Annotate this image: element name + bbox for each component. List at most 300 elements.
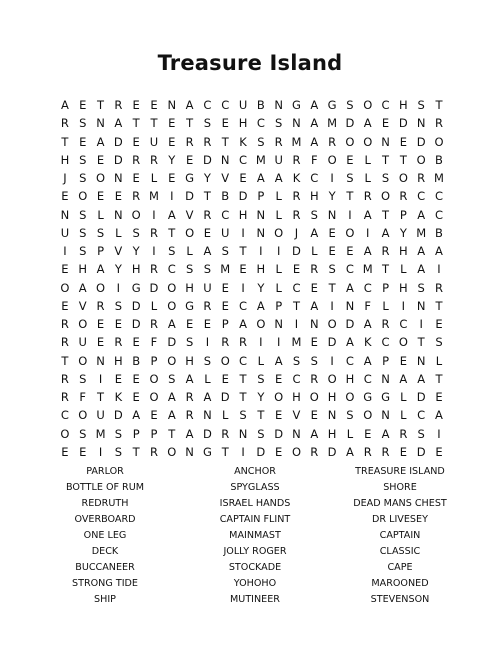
word-list-item: TREASURE ISLAND [355, 466, 445, 477]
grid-letter: O [363, 408, 373, 423]
grid-letter: R [114, 335, 123, 350]
word-list [30, 464, 470, 608]
grid-letter: E [150, 408, 158, 423]
grid-letter: R [381, 317, 390, 332]
grid-letter: S [417, 280, 425, 295]
grid-letter: M [95, 426, 106, 441]
grid-row [56, 206, 448, 224]
grid-letter: N [416, 353, 426, 368]
grid-letter: O [327, 317, 337, 332]
grid-letter: E [79, 134, 87, 149]
grid-letter: M [327, 116, 338, 131]
grid-letter: R [434, 116, 443, 131]
word-list-item: STRONG TIDE [72, 578, 138, 589]
grid-letter: S [168, 244, 176, 259]
grid-row [56, 224, 448, 242]
grid-letter: S [417, 426, 425, 441]
grid-letter: R [132, 189, 141, 204]
grid-letter: P [221, 317, 229, 332]
grid-letter: O [309, 390, 319, 405]
grid-letter: H [292, 390, 301, 405]
grid-letter: C [345, 262, 354, 277]
grid-letter: O [416, 152, 426, 167]
grid-letter: D [185, 189, 195, 204]
grid-letter: E [168, 171, 176, 186]
grid-letter: B [221, 189, 230, 204]
grid-letter: E [399, 134, 407, 149]
grid-letter: C [221, 207, 230, 222]
grid-letter: H [131, 262, 141, 277]
grid-letter: P [150, 353, 158, 368]
grid-letter: A [203, 244, 212, 259]
grid-letter: L [382, 298, 389, 313]
grid-letter: N [381, 408, 390, 423]
grid-letter: U [203, 280, 212, 295]
grid-letter: U [96, 408, 105, 423]
grid-letter: D [345, 116, 355, 131]
grid-letter: K [239, 134, 247, 149]
grid-letter: H [327, 426, 337, 441]
grid-letter: S [257, 371, 265, 386]
grid-letter: A [345, 280, 354, 295]
grid-row [56, 370, 448, 388]
grid-letter: O [363, 98, 373, 113]
grid-row [56, 315, 448, 333]
grid-letter: G [131, 280, 141, 295]
grid-letter: R [60, 390, 69, 405]
grid-letter: G [363, 390, 373, 405]
grid-letter: R [203, 207, 212, 222]
grid-letter: L [311, 244, 318, 259]
grid-letter: L [400, 408, 407, 423]
grid-letter: I [259, 335, 263, 350]
grid-letter: P [132, 426, 140, 441]
grid-letter: R [417, 171, 426, 186]
grid-letter: N [114, 207, 123, 222]
grid-letter: L [400, 262, 407, 277]
grid-letter: L [257, 353, 265, 368]
grid-letter: A [363, 317, 372, 332]
grid-letter: M [416, 225, 427, 240]
grid-row [56, 443, 448, 461]
grid-letter: A [417, 262, 426, 277]
word-list-item: CAPTAIN FLINT [219, 514, 291, 525]
grid-letter: D [416, 134, 426, 149]
grid-letter: E [114, 189, 122, 204]
grid-letter: Y [168, 152, 176, 167]
grid-letter: D [113, 134, 123, 149]
grid-letter: N [292, 116, 301, 131]
grid-letter: I [63, 244, 67, 259]
grid-letter: H [399, 98, 408, 113]
grid-letter: A [345, 444, 354, 459]
grid-letter: A [96, 134, 105, 149]
grid-letter: O [60, 280, 70, 295]
grid-letter: L [364, 171, 371, 186]
grid-letter: F [150, 335, 158, 350]
grid-letter: D [149, 280, 159, 295]
grid-letter: S [275, 116, 283, 131]
grid-letter: E [150, 98, 158, 113]
word-list-item: CAPTAIN [379, 530, 421, 541]
grid-letter: O [363, 134, 373, 149]
word-list-item: ONE LEG [83, 530, 127, 541]
grid-letter: K [114, 390, 123, 405]
grid-letter: O [96, 171, 106, 186]
grid-letter: F [364, 298, 372, 313]
grid-letter: I [294, 317, 299, 332]
grid-letter: R [292, 189, 301, 204]
grid-letter: N [309, 317, 319, 332]
grid-letter: O [96, 280, 106, 295]
grid-letter: Y [203, 171, 211, 186]
grid-letter: R [381, 244, 390, 259]
grid-row [56, 114, 448, 132]
grid-letter: T [186, 116, 194, 131]
grid-letter: E [399, 444, 407, 459]
grid-letter: H [185, 280, 194, 295]
grid-letter: N [256, 207, 266, 222]
grid-row [56, 297, 448, 315]
grid-letter: A [167, 390, 176, 405]
grid-letter: D [327, 444, 337, 459]
grid-letter: R [60, 335, 69, 350]
grid-letter: E [203, 225, 212, 240]
grid-letter: A [78, 280, 87, 295]
grid-letter: E [221, 371, 229, 386]
grid-letter: T [346, 189, 354, 204]
grid-letter: S [114, 426, 122, 441]
grid-letter: A [310, 426, 319, 441]
grid-letter: S [310, 353, 318, 368]
grid-letter: C [221, 98, 230, 113]
word-list-item: CLASSIC [379, 546, 421, 557]
grid-letter: Y [399, 225, 407, 240]
grid-letter: A [363, 207, 372, 222]
grid-letter: Y [328, 189, 336, 204]
grid-letter: I [276, 335, 281, 350]
grid-letter: S [185, 262, 194, 277]
grid-letter: A [310, 298, 319, 313]
grid-letter: I [241, 225, 245, 240]
grid-letter: H [399, 280, 408, 295]
grid-letter: O [78, 189, 88, 204]
grid-row [56, 425, 448, 443]
grid-letter: N [327, 207, 337, 222]
grid-letter: P [150, 426, 158, 441]
grid-letter: S [79, 207, 87, 222]
grid-letter: L [364, 152, 371, 167]
grid-letter: A [310, 134, 319, 149]
grid-letter: R [399, 426, 408, 441]
grid-letter: T [132, 444, 140, 459]
grid-letter: G [202, 444, 212, 459]
grid-row [56, 133, 448, 151]
grid-letter: L [435, 353, 443, 368]
grid-letter: R [96, 298, 105, 313]
grid-letter: H [399, 244, 408, 259]
grid-letter: A [381, 225, 390, 240]
grid-letter: B [435, 152, 443, 167]
grid-letter: N [185, 444, 194, 459]
grid-letter: E [168, 116, 176, 131]
grid-letter: S [381, 171, 390, 186]
grid-letter: D [274, 426, 284, 441]
grid-letter: E [292, 262, 301, 277]
grid-letter: R [149, 317, 158, 332]
grid-letter: E [221, 116, 229, 131]
grid-letter: N [381, 371, 390, 386]
grid-letter: D [327, 335, 337, 350]
grid-letter: E [185, 317, 194, 332]
word-list-item: STEVENSON [370, 594, 430, 605]
grid-letter: M [220, 262, 231, 277]
grid-letter: H [345, 371, 355, 386]
grid-letter: C [60, 408, 69, 423]
grid-letter: I [205, 335, 210, 350]
grid-letter: A [132, 408, 141, 423]
grid-letter: F [79, 390, 87, 405]
grid-letter: A [435, 244, 443, 259]
grid-letter: A [435, 408, 443, 423]
word-list-item: ISRAEL HANDS [219, 498, 291, 509]
grid-letter: T [292, 298, 300, 313]
grid-letter: H [78, 262, 88, 277]
grid-letter: N [416, 298, 426, 313]
grid-row [56, 187, 448, 205]
grid-letter: A [363, 353, 372, 368]
word-list-item: SHIP [94, 594, 116, 605]
grid-letter: S [203, 353, 212, 368]
grid-letter: D [113, 408, 123, 423]
grid-letter: R [239, 335, 248, 350]
grid-letter: N [416, 116, 426, 131]
grid-letter: O [185, 225, 195, 240]
grid-row [56, 151, 448, 169]
grid-letter: T [221, 444, 229, 459]
grid-letter: A [310, 116, 319, 131]
grid-letter: I [401, 298, 406, 313]
grid-letter: E [275, 371, 283, 386]
grid-letter: S [132, 225, 140, 240]
grid-letter: A [417, 371, 426, 386]
grid-letter: N [381, 134, 390, 149]
grid-letter: S [292, 353, 301, 368]
word-list-item: MAINMAST [229, 530, 281, 541]
grid-letter: O [291, 444, 301, 459]
word-list-item: BOTTLE OF RUM [65, 482, 145, 493]
grid-letter: O [327, 371, 337, 386]
grid-letter: E [132, 390, 140, 405]
grid-letter: A [167, 207, 176, 222]
word-list-item: DEAD MANS CHEST [353, 498, 447, 509]
word-list-item: SPYGLASS [230, 482, 280, 493]
grid-letter: C [345, 353, 354, 368]
grid-letter: T [257, 408, 265, 423]
grid-letter: H [238, 116, 248, 131]
grid-letter: R [60, 116, 69, 131]
grid-letter: I [152, 207, 156, 222]
grid-letter: O [345, 134, 355, 149]
grid-letter: S [435, 335, 443, 350]
grid-letter: A [345, 335, 354, 350]
grid-letter: T [239, 371, 247, 386]
grid-letter: S [79, 225, 87, 240]
grid-letter: A [310, 98, 319, 113]
grid-letter: I [348, 207, 352, 222]
grid-letter: O [398, 335, 408, 350]
word-list-item: REDRUTH [81, 498, 129, 509]
grid-letter: E [61, 298, 69, 313]
grid-letter: C [292, 371, 301, 386]
grid-letter: T [61, 134, 69, 149]
grid-letter: S [185, 335, 194, 350]
grid-letter: C [417, 408, 426, 423]
grid-letter: H [309, 189, 319, 204]
word-list-item: BUCCANEER [75, 562, 135, 573]
grid-letter: N [256, 225, 266, 240]
grid-letter: R [132, 152, 141, 167]
word-list-item: SHORE [383, 482, 417, 493]
grid-letter: I [366, 225, 370, 240]
grid-letter: U [274, 152, 283, 167]
grid-letter: R [363, 189, 372, 204]
grid-letter: I [330, 171, 334, 186]
grid-letter: C [434, 189, 443, 204]
grid-letter: P [382, 353, 389, 368]
grid-letter: M [362, 262, 373, 277]
grid-letter: C [363, 371, 372, 386]
grid-row [56, 242, 448, 260]
grid-letter: R [310, 371, 319, 386]
grid-letter: D [238, 189, 248, 204]
grid-letter: T [239, 244, 247, 259]
grid-letter: H [256, 262, 266, 277]
grid-letter: D [416, 444, 426, 459]
grid-letter: I [437, 262, 441, 277]
grid-letter: T [382, 152, 390, 167]
grid-letter: R [185, 408, 194, 423]
grid-letter: T [168, 225, 176, 240]
grid-letter: E [132, 371, 140, 386]
grid-letter: C [167, 262, 176, 277]
grid-letter: R [310, 444, 319, 459]
grid-letter: C [381, 335, 390, 350]
grid-letter: R [381, 444, 390, 459]
grid-letter: N [114, 171, 123, 186]
grid-letter: T [61, 353, 69, 368]
grid-letter: I [437, 426, 441, 441]
grid-letter: M [291, 335, 302, 350]
grid-letter: E [381, 116, 390, 131]
grid-letter: A [167, 408, 176, 423]
grid-letter: C [239, 353, 248, 368]
grid-letter: S [346, 98, 354, 113]
grid-letter: M [291, 134, 302, 149]
grid-letter: I [276, 244, 281, 259]
grid-letter: T [97, 390, 105, 405]
grid-letter: E [275, 444, 283, 459]
grid-letter: N [167, 98, 177, 113]
grid-letter: S [417, 98, 425, 113]
grid-letter: E [346, 152, 354, 167]
grid-letter: T [382, 207, 390, 222]
grid-letter: I [330, 353, 334, 368]
grid-row [56, 352, 448, 370]
grid-letter: O [149, 371, 159, 386]
grid-letter: R [310, 262, 319, 277]
grid-letter: E [96, 189, 105, 204]
grid-letter: R [149, 444, 158, 459]
grid-row [56, 169, 448, 187]
grid-letter: L [150, 298, 158, 313]
grid-row [56, 260, 448, 278]
grid-letter: V [114, 244, 123, 259]
grid-letter: E [132, 134, 140, 149]
grid-letter: J [294, 225, 299, 240]
grid-letter: D [345, 317, 355, 332]
grid-letter: U [149, 134, 159, 149]
word-list-item: MAROONED [371, 578, 429, 589]
grid-row [56, 96, 448, 114]
grid-letter: A [399, 371, 408, 386]
grid-letter: G [185, 298, 195, 313]
grid-letter: C [399, 317, 408, 332]
grid-letter: N [220, 152, 230, 167]
grid-letter: C [256, 116, 265, 131]
grid-letter: A [96, 262, 105, 277]
grid-letter: L [222, 408, 229, 423]
grid-letter: A [274, 171, 283, 186]
grid-letter: H [114, 353, 123, 368]
grid-letter: C [381, 98, 390, 113]
grid-letter: C [239, 152, 248, 167]
grid-letter: Y [257, 280, 265, 295]
grid-letter: O [78, 408, 88, 423]
grid-letter: E [310, 408, 318, 423]
grid-letter: I [116, 280, 121, 295]
grid-letter: E [96, 335, 105, 350]
grid-letter: U [221, 225, 230, 240]
word-list-item: DECK [91, 546, 119, 557]
grid-letter: D [220, 390, 230, 405]
grid-letter: D [167, 335, 177, 350]
grid-letter: E [364, 426, 372, 441]
grid-letter: T [435, 298, 443, 313]
grid-letter: O [381, 189, 391, 204]
grid-letter: O [398, 171, 408, 186]
grid-letter: S [79, 371, 87, 386]
grid-letter: L [275, 280, 282, 295]
grid-letter: I [170, 189, 174, 204]
grid-letter: Y [114, 262, 122, 277]
grid-letter: E [79, 98, 87, 113]
word-list-item: DR LIVESEY [372, 514, 428, 525]
grid-letter: E [221, 280, 229, 295]
grid-letter: P [399, 207, 407, 222]
grid-letter: C [203, 98, 212, 113]
grid-letter: T [132, 116, 140, 131]
grid-letter: R [149, 262, 158, 277]
grid-row [56, 279, 448, 297]
grid-letter: A [256, 298, 265, 313]
grid-letter: E [239, 171, 247, 186]
grid-letter: A [203, 390, 212, 405]
grid-letter: N [96, 116, 105, 131]
grid-letter: I [259, 244, 263, 259]
grid-letter: G [292, 98, 301, 113]
grid-letter: N [327, 408, 337, 423]
